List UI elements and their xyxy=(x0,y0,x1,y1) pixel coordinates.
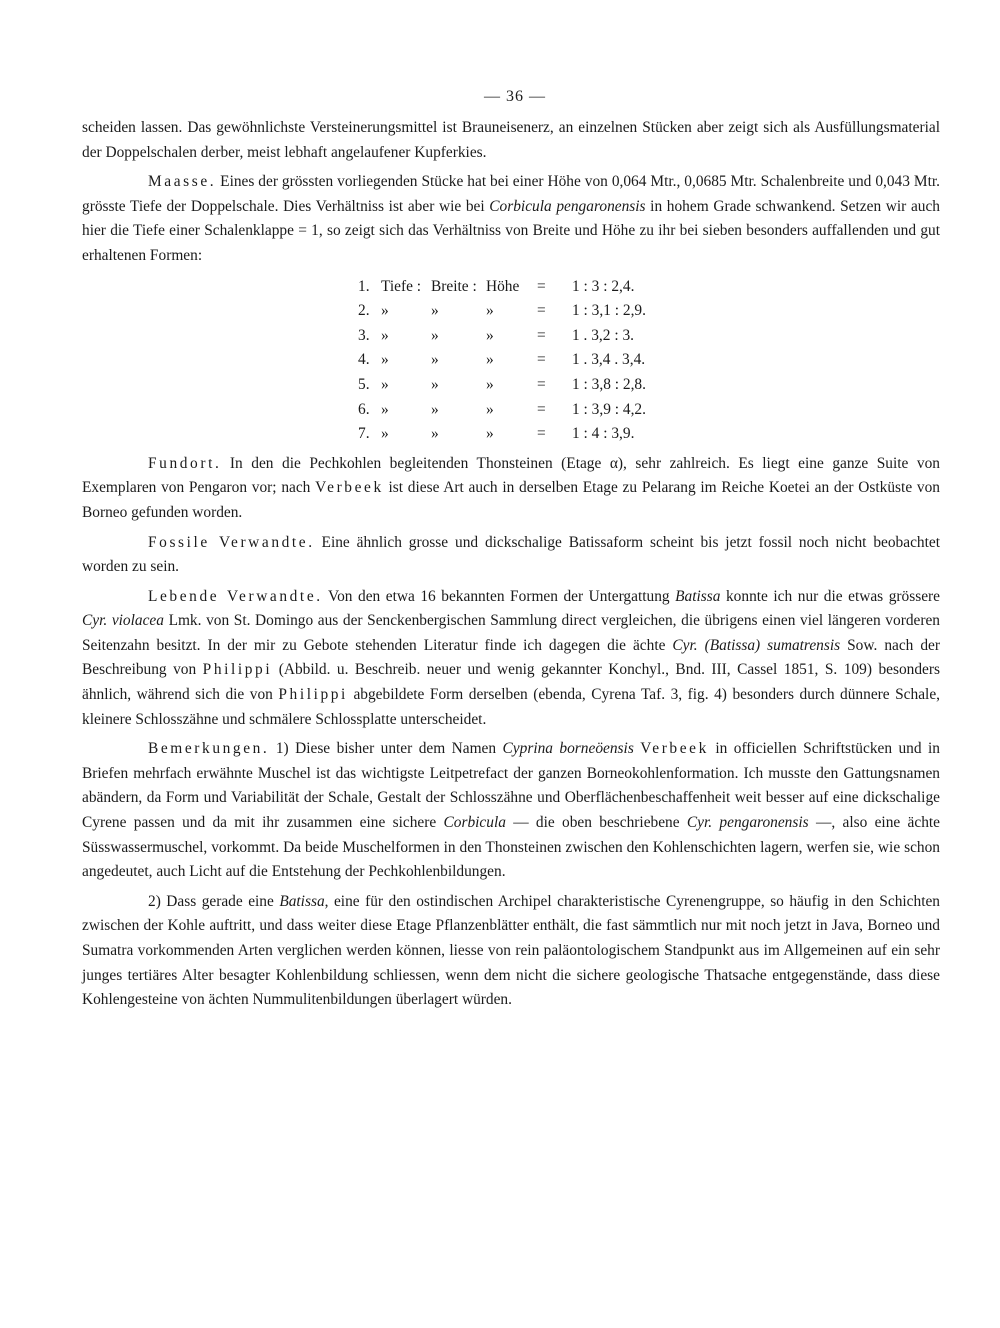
ratio-cell-tiefe: » xyxy=(381,425,389,443)
paragraph-lebende xyxy=(82,585,940,733)
paragraph-maasse xyxy=(82,170,940,268)
paragraph-note-2 xyxy=(82,890,940,1013)
species-cyprina: Cyprina borneöensis xyxy=(502,740,634,758)
ratio-cell-eq: = xyxy=(537,375,546,393)
lebende-text-e: (Abbild. u. Beschreib. neuer und wenig gekannter Konchyl., Bnd. III, Cassel 1851, S. 109) besonders ähnlich, während sich die von xyxy=(82,661,940,704)
ratio-row xyxy=(82,398,940,423)
ratio-cell-tiefe: » xyxy=(381,375,389,393)
author-philippi: Philippi xyxy=(278,686,348,704)
ratio-cell-tiefe: » xyxy=(381,302,389,320)
ratio-cell-val: 1 : 3 : 2,4. xyxy=(572,277,635,295)
fossile-text: Eine ähnlich grosse und dickschalige Batissaform scheint bis jetzt fossil noch nicht beobachtet worden zu sein. xyxy=(82,533,940,576)
paragraph-fossile xyxy=(82,531,940,580)
ratio-cell-val: 1 : 3,8 : 2,8. xyxy=(572,375,646,393)
species-name: Corbicula pengaronensis xyxy=(489,197,646,215)
ratio-cell-val: 1 . 3,2 : 3. xyxy=(572,326,634,344)
ratio-cell-val: 1 : 3,9 : 4,2. xyxy=(572,400,646,418)
author-philippi: Philippi xyxy=(202,661,273,679)
ratio-cell-eq: = xyxy=(537,277,546,295)
lebende-text-d: Sow. nach der Beschreibung von xyxy=(82,636,940,679)
lebende-text-b: konnte ich nur die etwas grössere xyxy=(720,587,940,605)
ratio-cell-breite: » xyxy=(431,302,439,320)
ratio-cell-n: 7. xyxy=(358,425,370,443)
document-page xyxy=(82,88,940,1013)
genus-batissa: Batissa xyxy=(279,892,325,910)
species-pengaronensis: Cyr. pengaronensis xyxy=(686,814,809,832)
genus-batissa: Batissa xyxy=(675,587,721,605)
ratio-cell-eq: = xyxy=(537,302,546,320)
paragraph-bemerkungen xyxy=(82,737,940,885)
ratio-cell-eq: = xyxy=(537,425,546,443)
ratio-cell-hoehe: » xyxy=(486,375,494,393)
paragraph-intro: scheiden lassen. Das gewöhnlichste Versteinerungsmittel ist Brauneisenerz, an einzelnen Stücken aber zeigt sich als Ausfüllungsmaterial der Doppelschalen derber, meist lebhaft angelaufener Kupferkies. xyxy=(82,119,940,161)
section-heading-lebende: Lebende Verwandte. xyxy=(148,587,323,605)
ratio-cell-n: 3. xyxy=(358,326,370,344)
ratio-cell-eq: = xyxy=(537,326,546,344)
species-sumatrensis: Cyr. (Batissa) sumatrensis xyxy=(672,636,841,654)
ratio-cell-eq: = xyxy=(537,400,546,418)
ratio-cell-breite: » xyxy=(431,425,439,443)
ratio-cell-breite: Breite : xyxy=(431,277,477,295)
lebende-text-c: Lmk. von St. Domingo aus der Senckenbergischen Sammlung direct vergleichen, die übrigens einen viel längeren vorderen Seitenzahn besitzt. In der mir zu Gebote stehenden Literatur finde ich dagegen die ächte xyxy=(82,612,940,654)
ratio-cell-tiefe: » xyxy=(381,326,389,344)
ratio-cell-hoehe: » xyxy=(486,351,494,369)
ratio-row xyxy=(82,348,940,373)
fundort-text-a: In den die Pechkohlen begleitenden Thonsteinen (Etage α), sehr zahlreich. Es liegt eine ganze Suite von Exemplaren von Pengaron vor; nach xyxy=(82,454,940,497)
section-heading-bemerkungen: Bemerkungen. xyxy=(148,740,270,758)
bemerkungen-text-a: 1) Diese bisher unter dem Namen xyxy=(269,740,503,758)
ratio-cell-hoehe: » xyxy=(486,425,494,443)
note2-text-a: 2) Dass gerade eine xyxy=(148,892,280,910)
note2-text-b: , eine für den ostindischen Archipel charakteristische Cyrenengruppe, so häufig in den Schichten zwischen der Kohle auftritt, und dass weiter diese Etage Pflanzenblätter enthält, die fast sämmtlich nur mit noch jetzt in Java, Borneo und Sumatra vorkommenden Arten verglichen werden können, liesse von rein paläontologischem Standpunkt aus im Allgemeinen auf ein sehr junges tertiäres Alter besagter Kohlenbildung schliessen, wenn dem nicht die sichere geologische Thatsache entgegenstände, dass diese Kohlengesteine von ächten Nummulitenbildungen überlagert würden. xyxy=(82,892,941,1009)
ratio-cell-breite: » xyxy=(431,351,439,369)
ratio-cell-tiefe: » xyxy=(381,400,389,418)
ratio-cell-n: 5. xyxy=(358,375,370,393)
ratio-cell-breite: » xyxy=(431,326,439,344)
bemerkungen-text-c: — die oben beschriebene xyxy=(505,814,687,832)
ratio-cell-n: 2. xyxy=(358,302,370,320)
ratio-cell-breite: » xyxy=(431,375,439,393)
ratio-cell-val: 1 : 3,1 : 2,9. xyxy=(572,302,646,320)
ratio-row xyxy=(82,422,940,447)
ratio-cell-eq: = xyxy=(537,351,546,369)
ratio-cell-tiefe: Tiefe : xyxy=(381,277,422,295)
ratio-cell-n: 6. xyxy=(358,400,370,418)
ratio-cell-n: 4. xyxy=(358,351,370,369)
section-heading-fossile: Fossile Verwandte. xyxy=(148,533,315,551)
ratio-table xyxy=(82,275,940,447)
ratio-cell-val: 1 : 4 : 3,9. xyxy=(572,425,635,443)
fundort-text-b: ist diese Art auch in derselben Etage zu Pelarang im Reiche Koetei an der Ostküste von Borneo gefunden worden. xyxy=(82,479,940,521)
ratio-cell-n: 1. xyxy=(358,277,370,295)
ratio-cell-hoehe: Höhe xyxy=(486,277,520,295)
bemerkungen-text-d: —, also eine ächte Süsswassermuschel, vorkommt. Da beide Muschelformen in den Thonsteinen zwischen den Kohlenschichten lagern, werfen sie, wie schon angedeutet, auch Licht auf die Entstehung der Pechkohlenbildungen. xyxy=(82,814,940,881)
maasse-text-a: Eines der grössten vorliegenden Stücke hat bei einer Höhe von 0,064 Mtr., 0,0685 Mtr. Schalenbreite und 0,043 Mtr. grösste Tiefe der Doppelschale. Dies Verhältniss ist aber wie bei xyxy=(82,173,940,215)
ratio-cell-val: 1 . 3,4 . 3,4. xyxy=(572,351,646,369)
lebende-text-a: Von den etwa 16 bekannten Formen der Untergattung xyxy=(322,587,676,605)
lebende-text-f: abgebildete Form derselben (ebenda, Cyrena Taf. 3, fig. 4) besonders durch dünnere Schale, kleinere Schlosszähne und schmälere Schlossplatte unterscheidet. xyxy=(82,686,940,728)
genus-corbicula: Corbicula xyxy=(443,814,506,832)
paragraph-fundort xyxy=(82,452,940,526)
ratio-cell-tiefe: » xyxy=(381,351,389,369)
maasse-text-b: in hohem Grade schwankend. Setzen wir auch hier die Tiefe einer Schalenklappe = 1, so zeigt sich das Verhältniss von Breite und Höhe zu ihr bei sieben besonders auffallenden und gut erhaltenen Formen: xyxy=(82,197,940,264)
section-heading-maasse: Maasse. xyxy=(148,173,217,191)
section-heading-fundort: Fundort. xyxy=(148,454,222,472)
ratio-row xyxy=(82,373,940,398)
ratio-row xyxy=(82,299,940,324)
page-number: — 36 — xyxy=(484,88,546,105)
ratio-cell-hoehe: » xyxy=(486,326,494,344)
author-verbeek: Verbeek xyxy=(640,740,709,758)
ratio-row xyxy=(82,324,940,349)
bemerkungen-text-b: in officiellen Schriftstücken und in Briefen mehrfach erwähnte Muschel ist das wichtigste Leitpetrefact der ganzen Borneokohlenformation. Ich musste den Gattungsnamen abändern, da Form und Variabilität der Schale, Gestalt der Schlosszähne und Oberflächenbeschaffenheit weit besser auf eine dickschalige Cyrene passen und da mit ihr zusammen eine sichere xyxy=(82,740,940,832)
ratio-cell-hoehe: » xyxy=(486,302,494,320)
ratio-cell-breite: » xyxy=(431,400,439,418)
author-name: Verbeek xyxy=(315,479,384,497)
ratio-cell-hoehe: » xyxy=(486,400,494,418)
species-violacea: Cyr. violacea xyxy=(82,612,164,630)
ratio-row xyxy=(82,275,940,300)
